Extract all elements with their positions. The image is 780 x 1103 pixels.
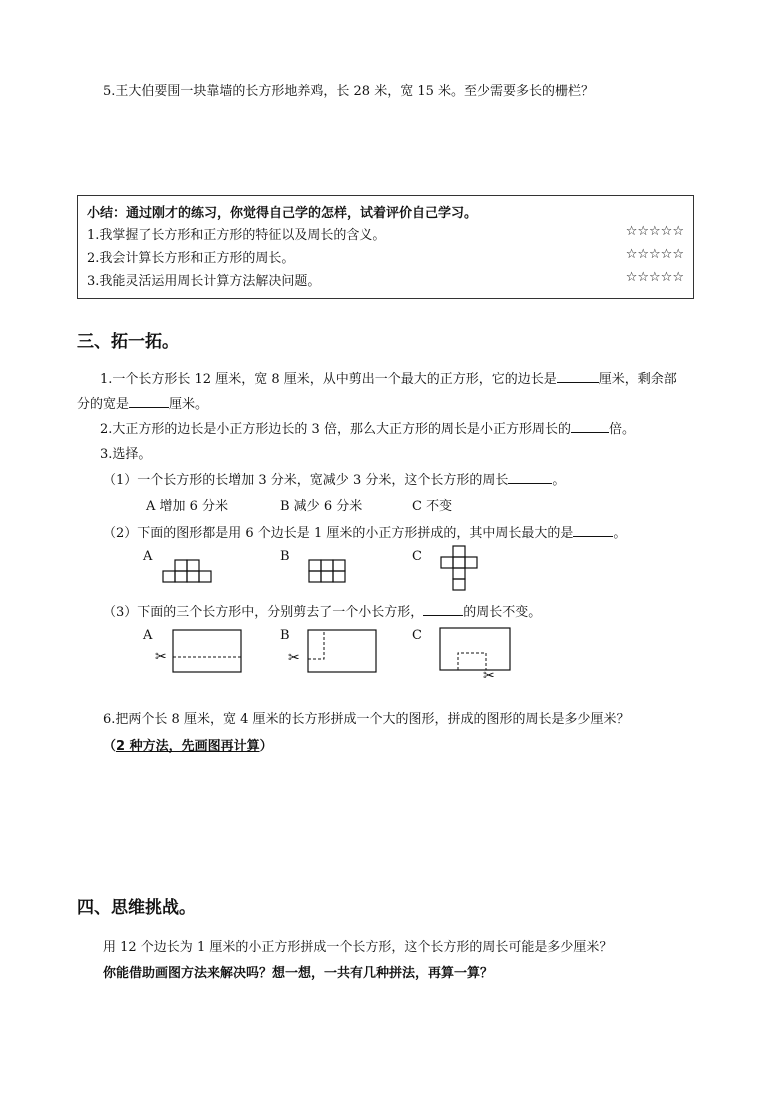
s3-question-1-line1 <box>100 368 677 387</box>
answer-blank[interactable] <box>508 471 552 484</box>
summary-box <box>77 195 694 299</box>
question-6-note <box>103 735 273 754</box>
choice-question-1 <box>103 469 565 488</box>
section-3-heading: 三、拓一拓。 <box>77 332 179 352</box>
figure-c-squares <box>440 545 480 595</box>
choice-2-text: （2）下面的图形都是用 6 个边长是 1 厘米的小正方形拼成的，其中周长最大的是 <box>103 526 574 541</box>
choice-3-text: （3）下面的三个长方形中，分别剪去了一个小长方形， <box>103 605 424 620</box>
scissors-icon: ✂ <box>155 649 167 665</box>
option-c[interactable]: C 不变 <box>412 499 453 514</box>
s3-question-2 <box>100 418 635 437</box>
choice-question-2 <box>103 522 626 541</box>
figure-label-c: C <box>412 628 422 643</box>
summary-item-text: 3.我能灵活运用周长计算方法解决问题。 <box>87 274 321 289</box>
cut-rectangle-a <box>155 629 245 675</box>
s3-question-1-line2 <box>77 393 208 412</box>
rating-stars[interactable]: ☆☆☆☆☆ <box>625 247 684 262</box>
s3-q1-text3: 分的宽是 <box>77 397 130 412</box>
figure-b-squares <box>308 559 348 583</box>
choice-1-end: 。 <box>552 473 566 488</box>
figure-label-a: A <box>143 628 153 643</box>
figure-label-b: B <box>280 549 290 564</box>
note-text: 2 种方法，先画图再计算 <box>116 739 260 754</box>
choice-2-end: 。 <box>613 526 627 541</box>
s3-question-3: 3.选择。 <box>100 447 152 462</box>
section-4-question: 用 12 个边长为 1 厘米的小正方形拼成一个长方形，这个长方形的周长可能是多少厘米？ <box>103 940 613 955</box>
rating-stars[interactable]: ☆☆☆☆☆ <box>625 224 684 239</box>
summary-item <box>87 270 684 290</box>
figure-label-b: B <box>280 628 290 643</box>
cut-rectangle-b <box>292 629 382 675</box>
question-5: 5.王大伯要围一块靠墙的长方形地养鸡，长 28 米，宽 15 米。至少需要多长的栅栏？ <box>103 84 595 99</box>
summary-item <box>87 224 684 244</box>
section-4-heading: 四、思维挑战。 <box>77 898 196 918</box>
summary-item-text: 2.我会计算长方形和正方形的周长。 <box>87 251 295 266</box>
summary-item-text: 1.我掌握了长方形和正方形的特征以及周长的含义。 <box>87 228 386 243</box>
answer-blank[interactable] <box>571 420 609 433</box>
question-6: 6.把两个长 8 厘米，宽 4 厘米的长方形拼成一个大的图形，拼成的图形的周长是多少厘米？ <box>103 712 630 727</box>
answer-blank[interactable] <box>423 603 463 616</box>
option-b[interactable]: B 减少 6 分米 <box>280 499 363 514</box>
figure-label-c: C <box>412 549 422 564</box>
answer-blank[interactable] <box>573 524 613 537</box>
choice-1-text: （1）一个长方形的长增加 3 分米，宽减少 3 分米，这个长方形的周长 <box>103 473 509 488</box>
note-open: （ <box>103 739 117 754</box>
answer-blank[interactable] <box>557 370 599 383</box>
summary-item <box>87 247 684 267</box>
s3-q1-text4: 厘米。 <box>169 397 209 412</box>
choice-question-3 <box>103 601 541 620</box>
s3-q2-text2: 倍。 <box>608 422 635 437</box>
option-a[interactable]: A 增加 6 分米 <box>146 499 229 514</box>
choice-3-text2: 的周长不变。 <box>463 605 542 620</box>
answer-blank[interactable] <box>129 395 169 408</box>
scissors-icon: ✂ <box>288 650 300 666</box>
figure-a-squares <box>163 559 213 583</box>
s3-q1-text2: 厘米，剩余部 <box>598 372 677 387</box>
cut-rectangle-c <box>438 627 518 687</box>
rating-stars[interactable]: ☆☆☆☆☆ <box>625 270 684 285</box>
s3-q2-text: 2.大正方形的边长是小正方形边长的 3 倍，那么大正方形的周长是小正方形周长的 <box>100 422 571 437</box>
scissors-icon: ✂ <box>483 668 495 684</box>
s3-q1-text: 1.一个长方形长 12 厘米，宽 8 厘米，从中剪出一个最大的正方形，它的边长是 <box>100 372 557 387</box>
note-close: ） <box>259 739 273 754</box>
summary-title: 小结：通过刚才的练习，你觉得自己学的怎样，试着评价自己学习。 <box>87 206 478 221</box>
figure-label-a: A <box>143 549 153 564</box>
section-4-hint: 你能借助画图方法来解决吗？想一想，一共有几种拼法，再算一算？ <box>103 966 494 981</box>
